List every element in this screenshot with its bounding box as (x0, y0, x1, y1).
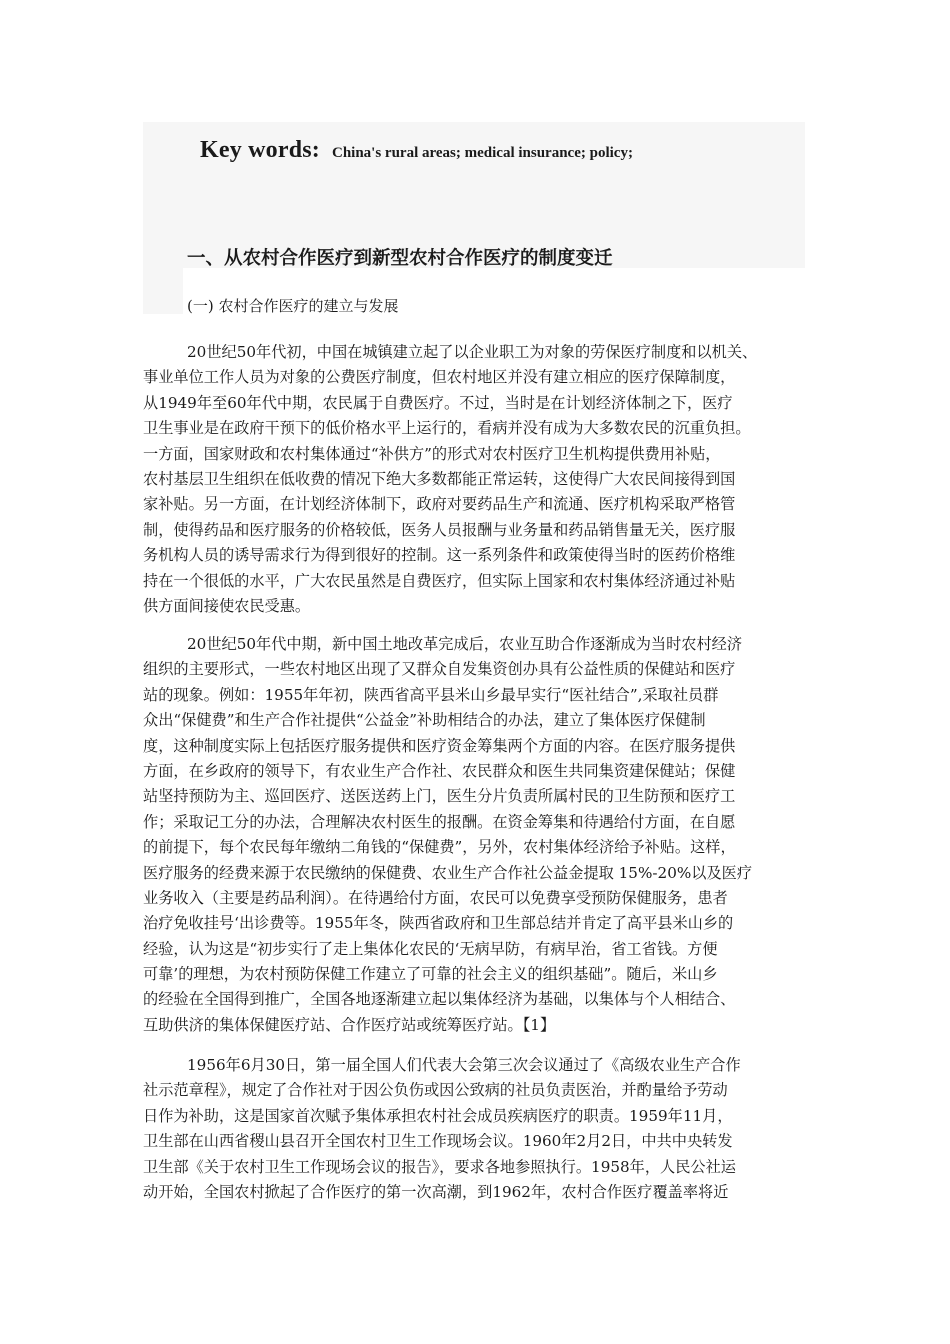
paragraph-line: 动开始，全国农村掀起了合作医疗的第一次高潮，到1962年，农村合作医疗覆盖率将近 (143, 1182, 729, 1201)
paragraph-line: 卫生部在山西省稷山县召开全国农村卫生工作现场会议。1960年2月2日，中共中央转发 (143, 1132, 733, 1151)
paragraph-line: 作；采取记工分的办法，合理解决农村医生的报酬。在资金筹集和待遇给付方面，在自愿 (143, 812, 736, 831)
paragraph-line: 1956年6月30日，第一届全国人们代表大会第三次会议通过了《高级农业生产合作 (187, 1056, 741, 1074)
keywords-line (200, 137, 633, 164)
paragraph-line: 社示范章程》，规定了合作社对于因公负伤或因公致病的社员负责医治，并酌量给予劳动 (143, 1081, 728, 1100)
paragraph-line: 农村基层卫生组织在低收费的情况下绝大多数都能正常运转，这使得广大农民间接得到国 (143, 469, 736, 488)
paragraph-line: 度，这种制度实际上包括医疗服务提供和医疗资金筹集两个方面的内容。在医疗服务提供 (143, 736, 736, 755)
paragraph-2 (143, 632, 823, 1038)
paragraph-1 (143, 340, 823, 619)
keywords-label: Key words: (200, 137, 320, 163)
header-shade-notch (143, 268, 183, 314)
paragraph-line: 持在一个很低的水平，广大农民虽然是自费医疗，但实际上国家和农村集体经济通过补贴 (143, 571, 736, 590)
paragraph-line: 站的现象。例如：1955年年初，陕西省高平县米山乡最早实行“医社结合”,采取社员群 (143, 685, 719, 704)
paragraph-line: 制，使得药品和医疗服务的价格较低，医务人员报酬与业务量和药品销售量无关，医疗服 (143, 520, 736, 539)
paragraph-line: 卫生部《关于农村卫生工作现场会议的报告》，要求各地参照执行。1958年，人民公社运 (143, 1157, 736, 1176)
paragraph-line: 务机构人员的诱导需求行为得到很好的控制。这一系列条件和政策使得当时的医药价格维 (143, 546, 736, 565)
paragraph-line: 可靠’的理想，为农村预防保健工作建立了可靠的社会主义的组织基础”。随后，米山乡 (143, 965, 718, 984)
subsection-heading: (一) 农村合作医疗的建立与发展 (187, 297, 399, 315)
paragraph-line: 日作为补助，这是国家首次赋予集体承担农村社会成员疾病医疗的职责。1959年11月， (143, 1106, 733, 1125)
section-heading: 一、从农村合作医疗到新型农村合作医疗的制度变迁 (187, 248, 613, 269)
paragraph-line: 业务收入（主要是药品利润）。在待遇给付方面，农民可以免费享受预防保健服务，患者 (143, 888, 728, 907)
paragraph-line: 20世纪50年代初，中国在城镇建立起了以企业职工为对象的劳保医疗制度和以机关、 (187, 343, 758, 361)
paragraph-line: 治疗免收挂号‘出诊费等。1955年冬，陕西省政府和卫生部总结并肯定了高平县米山乡的 (143, 914, 734, 933)
paragraph-line: 站坚持预防为主、巡回医疗、送医送药上门，医生分片负责所属村民的卫生防预和医疗工 (143, 787, 736, 806)
paragraph-line: 家补贴。另一方面，在计划经济体制下，政府对要药品生产和流通、医疗机构采取严格管 (143, 495, 736, 514)
paragraph-line: 互助供济的集体保健医疗站、合作医疗站或统筹医疗站。【1】 (143, 1015, 556, 1034)
paragraph-line: 方面，在乡政府的领导下，有农业生产合作社、农民群众和医生共同集资建保健站；保健 (143, 761, 736, 780)
paragraph-line: 组织的主要形式，一些农村地区出现了又群众自发集资创办具有公益性质的保健站和医疗 (143, 660, 736, 679)
keywords-text: China's rural areas; medical insurance; policy; (331, 145, 633, 161)
paragraph-line: 从1949年至60年代中期，农民属于自费医疗。不过，当时是在计划经济体制之下，医疗 (143, 393, 733, 412)
paragraph-line: 一方面，国家财政和农村集体通过“补供方”的形式对农村医疗卫生机构提供费用补贴， (143, 444, 721, 463)
paragraph-line: 的经验在全国得到推广，全国各地逐渐建立起以集体经济为基础，以集体与个人相结合、 (143, 990, 736, 1009)
paragraph-line: 经验，认为这是“初步实行了走上集体化农民的‘无病早防，有病早治，省工省钱。方便 (143, 939, 718, 958)
paragraph-line: 医疗服务的经费来源于农民缴纳的保健费、农业生产合作社公益金提取 15%-20%以及医疗 (143, 863, 753, 882)
paragraph-line: 卫生事业是在政府干预下的低价格水平上运行的，看病并没有成为大多数农民的沉重负担。 (143, 419, 751, 438)
paragraph-line: 供方面间接使农民受惠。 (143, 596, 311, 615)
paragraph-line: 事业单位工作人员为对象的公费医疗制度，但农村地区并没有建立相应的医疗保障制度， (143, 368, 736, 387)
paragraph-line: 20世纪50年代中期，新中国土地改革完成后，农业互助合作逐渐成为当时农村经济 (187, 635, 743, 653)
paragraph-line: 的前提下，每个农民每年缴纳二角钱的“保健费”，另外，农村集体经济给予补贴。这样， (143, 838, 736, 857)
paragraph-3 (143, 1053, 823, 1205)
paragraph-line: 众出“保健费”和生产合作社提供“公益金”补助相结合的办法，建立了集体医疗保健制 (143, 711, 706, 730)
